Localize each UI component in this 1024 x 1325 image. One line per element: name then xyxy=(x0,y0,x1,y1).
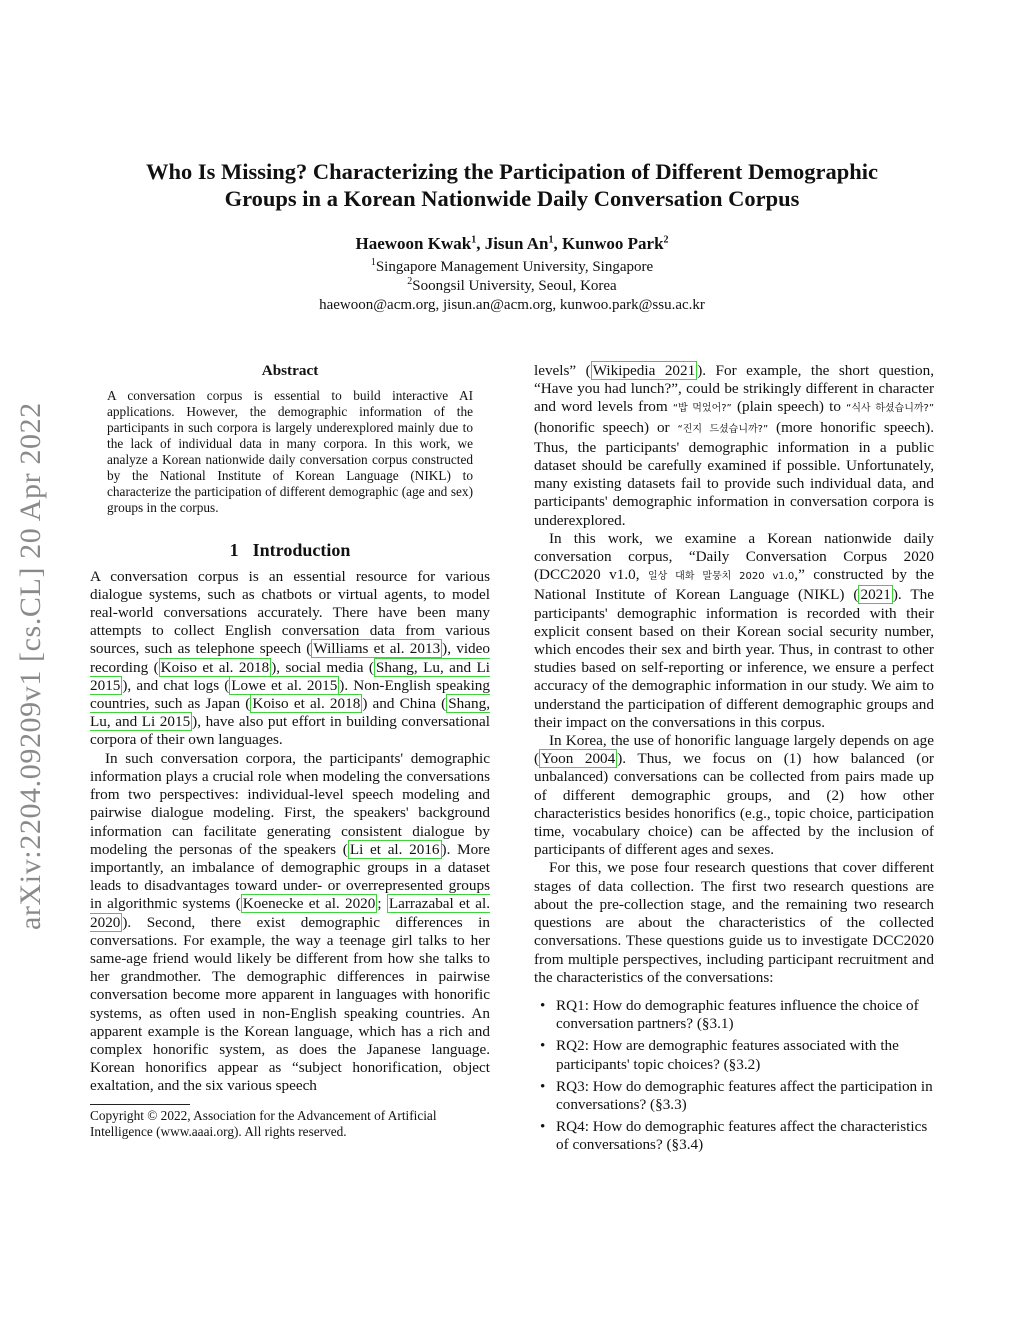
section-heading-introduction xyxy=(90,541,490,559)
affiliation-1 xyxy=(100,258,924,277)
author-2-affil: 1 xyxy=(548,234,554,246)
citation-link[interactable]: Shang, Lu, and Li 2015 xyxy=(90,695,490,731)
affiliation-1-mark: 1 xyxy=(370,257,376,268)
bullet-icon: • xyxy=(540,996,546,1014)
intro-paragraph-3 xyxy=(534,362,934,530)
citation-link[interactable]: Wikipedia 2021 xyxy=(592,362,696,379)
citation-link[interactable]: Lowe et al. 2015 xyxy=(231,676,338,694)
text-run: ,” constructed by the National Institute of Korean Language (NIKL) ( xyxy=(534,566,934,604)
text-run: ), video recording ( xyxy=(90,640,490,676)
affiliation-1-text: Singapore Management University, Singapore xyxy=(375,259,654,275)
author-2: Jisun An xyxy=(484,234,549,253)
affiliation-2-text: Soongsil University, Seoul, Korea xyxy=(412,278,617,294)
abstract-heading: Abstract xyxy=(261,362,319,379)
intro-paragraph-6: For this, we pose four research questions that cover different stages of data collection. The first two research questions are about the pre-collection stage, and the remaining two research questions are about the characteristics of the collected conversations. These questions guide us to investigate DCC2020 from multiple perspectives, including participant recruitment and the characteristics of the conversations: xyxy=(534,859,934,986)
citation-link[interactable]: Larrazabal et al. 2020 xyxy=(90,895,490,931)
author-separator: , xyxy=(553,234,562,253)
citation-link[interactable]: Yoon 2004 xyxy=(541,750,616,768)
left-column xyxy=(90,362,490,1140)
rq-text: RQ4: How do demographic features affect the characteristics of conversations? (§3.4) xyxy=(556,1118,928,1154)
rq-text: RQ1: How do demographic features influence the choice of conversation partners? (§3.1) xyxy=(556,996,919,1033)
author-1: Haewoon Kwak xyxy=(355,234,472,253)
arxiv-identifier: arXiv:2204.09209v1 [cs.CL] 20 Apr 2022 xyxy=(14,402,47,930)
text-run: ). Thus, we focus on (1) how balanced (or unbalanced) conversations can be collected from pairs made up of different demographic groups, and (2) how other characteristics besides honorifics (e.g., topic choice, participation time, vocabulary choice) can be affected by the inclusion of participants of different ages and sexes. xyxy=(534,750,934,859)
citation-link[interactable]: 2021 xyxy=(860,586,891,604)
text-run: ). Non-English speaking countries, such as Japan ( xyxy=(90,676,490,713)
bullet-icon: • xyxy=(540,1077,546,1095)
bullet-icon: • xyxy=(540,1118,546,1136)
citation-link[interactable]: Williams et al. 2013 xyxy=(313,640,441,658)
author-list xyxy=(100,234,924,254)
text-run: ). For example, the short question, “Have you had lunch?”, could be strikingly different in character and word levels from xyxy=(534,362,934,416)
list-item-rq1 xyxy=(534,997,934,1033)
korean-corpus-name: 일상 대화 말뭉치 2020 v1.0 xyxy=(647,571,795,583)
citation-link[interactable]: Koenecke et al. 2020 xyxy=(242,895,376,913)
citation-link[interactable]: Shang, Lu, and Li 2015 xyxy=(90,658,490,694)
text-run: (plain speech) to xyxy=(731,398,847,416)
affiliation-2-mark: 2 xyxy=(407,276,413,287)
text-run: ). Second, there exist demographic differences in conversations. For example, the way a teenage girl talks to her same-age friend would likely be different from how she talks to her grandmother. The demographic differences in pairwise conversation become more apparent in languages with honorific systems, as often used in non-English speaking countries. An apparent example is the Korean language, which has a rich and complex honorific system, as does the Japanese language. Korean honorifics appear as “subject honorification, object exaltation, and the six various speech xyxy=(90,913,490,1095)
text-run: In Korea, the use of honorific language largely depends on age ( xyxy=(534,732,934,768)
intro-paragraph-4 xyxy=(534,530,934,732)
text-run: ) and China ( xyxy=(362,695,447,713)
rq-text: RQ2: How are demographic features associated with the participants' topic choices? (§3.2) xyxy=(556,1037,899,1073)
footnote-divider xyxy=(90,1104,190,1105)
list-item-rq3 xyxy=(534,1078,934,1114)
text-run: ). The participants' demographic information is recorded with their explicit consent based on their Korean social security number, which encodes their sex and birth year. Thus, in contrast to other studies based on self-reporting or inference, we ensure a perfect accuracy of the demographic information in our study. We aim to understand the participation of different demographic groups and their impact on the conversations in this corpus. xyxy=(534,586,934,731)
text-run: A conversation corpus is an essential resource for various dialogue systems, such as chatbots or virtual agents, to model real-world conversations accurately. There have been many attempts to collect English conversation data from various sources, such as telephone speech ( xyxy=(90,567,490,658)
text-run: In this work, we examine a Korean nationwide daily conversation corpus, “Daily Conversation Corpus 2020 (DCC2020 v1.0, xyxy=(534,529,934,584)
intro-paragraph-5 xyxy=(534,732,934,859)
affiliations xyxy=(100,258,924,315)
text-run: ). More importantly, an imbalance of demographic groups in a dataset leads to disadvantages toward under- or overrepresented groups in algorithmic systems ( xyxy=(90,840,490,913)
text-run: ), social media ( xyxy=(271,658,374,676)
title-line-1: Who Is Missing? Characterizing the Participation of Different Demographic xyxy=(146,159,878,184)
text-run: (more honorific speech). Thus, the participants' demographic information in a public dataset should be carefully examined if possible. Unfortunately, many existing datasets fail to provide such individual data, and participants' demographic information in conversation corpora is underexplored. xyxy=(534,418,934,529)
intro-paragraph-1 xyxy=(90,568,490,750)
paper-title xyxy=(100,158,924,212)
korean-example-plain: “밥 먹었어?” xyxy=(672,403,732,415)
section-number: 1 xyxy=(229,540,239,561)
bullet-icon: • xyxy=(540,1037,546,1055)
paper-header xyxy=(100,158,924,315)
text-run: (honorific speech) or xyxy=(534,418,678,436)
rq-text: RQ3: How do demographic features affect the participation in conversations? (§3.3) xyxy=(556,1077,933,1113)
copyright-footnote: Copyright © 2022, Association for the Advancement of Artificial Intelligence (www.aaai.org). All rights reserved. xyxy=(90,1107,437,1139)
author-3-affil: 2 xyxy=(663,234,669,246)
text-run: levels” ( xyxy=(534,362,591,379)
list-item-rq4 xyxy=(534,1118,934,1154)
list-item-rq2 xyxy=(534,1037,934,1073)
affiliation-2 xyxy=(100,277,924,296)
author-3: Kunwoo Park xyxy=(561,234,664,253)
title-line-2: Groups in a Korean Nationwide Daily Conversation Corpus xyxy=(224,186,800,211)
text-run: ), and chat logs ( xyxy=(122,676,230,694)
korean-example-more-honorific: “진지 드셨습니까?” xyxy=(677,423,769,435)
intro-paragraph-2 xyxy=(90,750,490,1096)
korean-example-honorific: “식사 하셨습니까?” xyxy=(846,403,935,415)
section-title: Introduction xyxy=(252,540,351,561)
research-questions-list xyxy=(534,997,934,1155)
text-run: In such conversation corpora, the participants' demographic information plays a crucial role when modeling the conversations from two perspectives: individual-level speech modeling and pairwise dialogue modeling. First, the speakers' background information can facilitate generating consistent dialogue by modeling the personas of the speakers ( xyxy=(90,749,490,858)
author-separator: , xyxy=(476,234,485,253)
citation-link[interactable]: Koiso et al. 2018 xyxy=(252,695,361,713)
author-1-affil: 1 xyxy=(471,234,477,246)
right-column xyxy=(534,362,934,1159)
author-emails: haewoon@acm.org, jisun.an@acm.org, kunwoo.park@ssu.ac.kr xyxy=(319,297,705,313)
citation-link[interactable]: Koiso et al. 2018 xyxy=(160,658,270,676)
text-run: ; xyxy=(377,895,387,913)
text-run: ), have also put effort in building conversational corpora of their own languages. xyxy=(90,713,490,749)
abstract-text: A conversation corpus is essential to build interactive AI applications. However, the demographic information of the participants in such corpora is largely underexplored mainly due to the lack of individual data in many corpora. In this work, we analyze a Korean nationwide daily conversation corpus constructed by the National Institute of Korean Language (NIKL) to characterize the participation of different demographic (age and sex) groups in the corpus. xyxy=(107,388,473,515)
citation-link[interactable]: Li et al. 2016 xyxy=(349,840,440,858)
